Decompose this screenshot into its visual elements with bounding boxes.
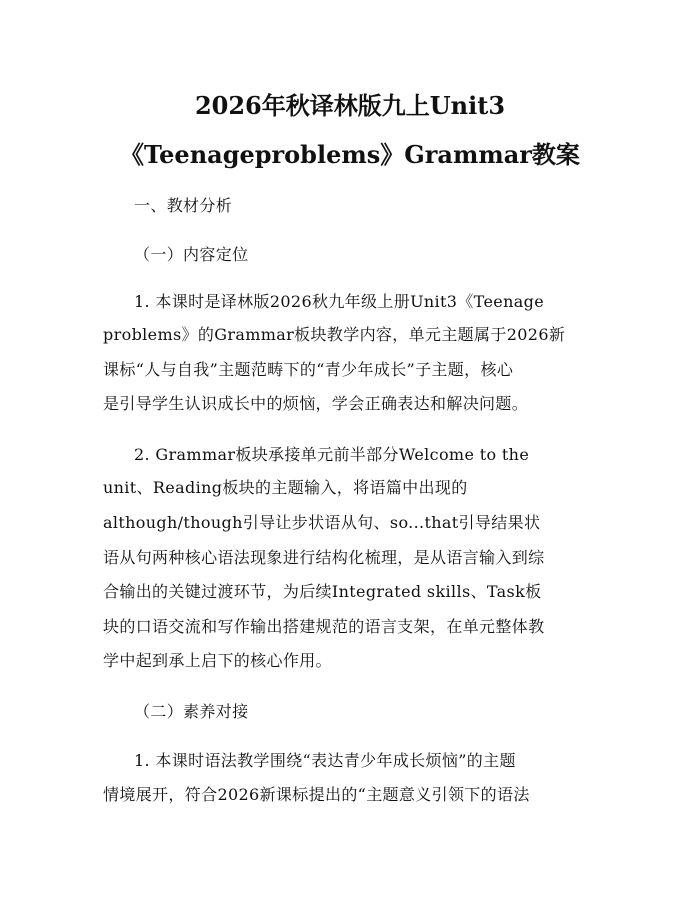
document-title-line-1: 2026年秋译林版九上Unit3 [194,91,506,120]
paragraph-line: 合输出的关键过渡环节，为后续Integrated skills、Task板 [103,582,542,601]
paragraph-line: 语从句两种核心语法现象进行结构化梳理，是从语言输入到综 [103,548,545,567]
paragraph-line: although/though引导让步状语从句、so...that引导结果状 [103,513,541,532]
paragraph-line: unit、Reading板块的主题输入，将语篇中出现的 [103,478,468,497]
paragraph-line: 块的口语交流和写作输出搭建规范的语言支架，在单元整体教 [103,617,545,636]
paragraph-line: 情境展开，符合2026新课标提出的“主题意义引领下的语法 [103,785,530,804]
paragraph-line: 2. Grammar板块承接单元前半部分Welcome to the [134,445,530,464]
subsection-heading: （二）素养对接 [134,702,249,721]
paragraph-line: 课标“人与自我”主题范畴下的“青少年成长”子主题，核心 [103,360,514,379]
paragraph-line: 是引导学生认识成长中的烦恼，学会正确表达和解决问题。 [103,394,529,413]
paragraph-line: 1. 本课时是译林版2026秋九年级上册Unit3《Teenage [134,292,545,311]
subsection-heading: （一）内容定位 [134,245,249,264]
paragraph-line: 学中起到承上启下的核心作用。 [103,651,332,670]
document-title-line-2: 《Teenageproblems》Grammar教案 [120,140,580,169]
paragraph-line: problems》的Grammar板块教学内容，单元主题属于2026新 [103,325,566,344]
section-heading: 一、教材分析 [134,196,233,215]
paragraph-line: 1. 本课时语法教学围绕“表达青少年成长烦恼”的主题 [134,751,516,770]
